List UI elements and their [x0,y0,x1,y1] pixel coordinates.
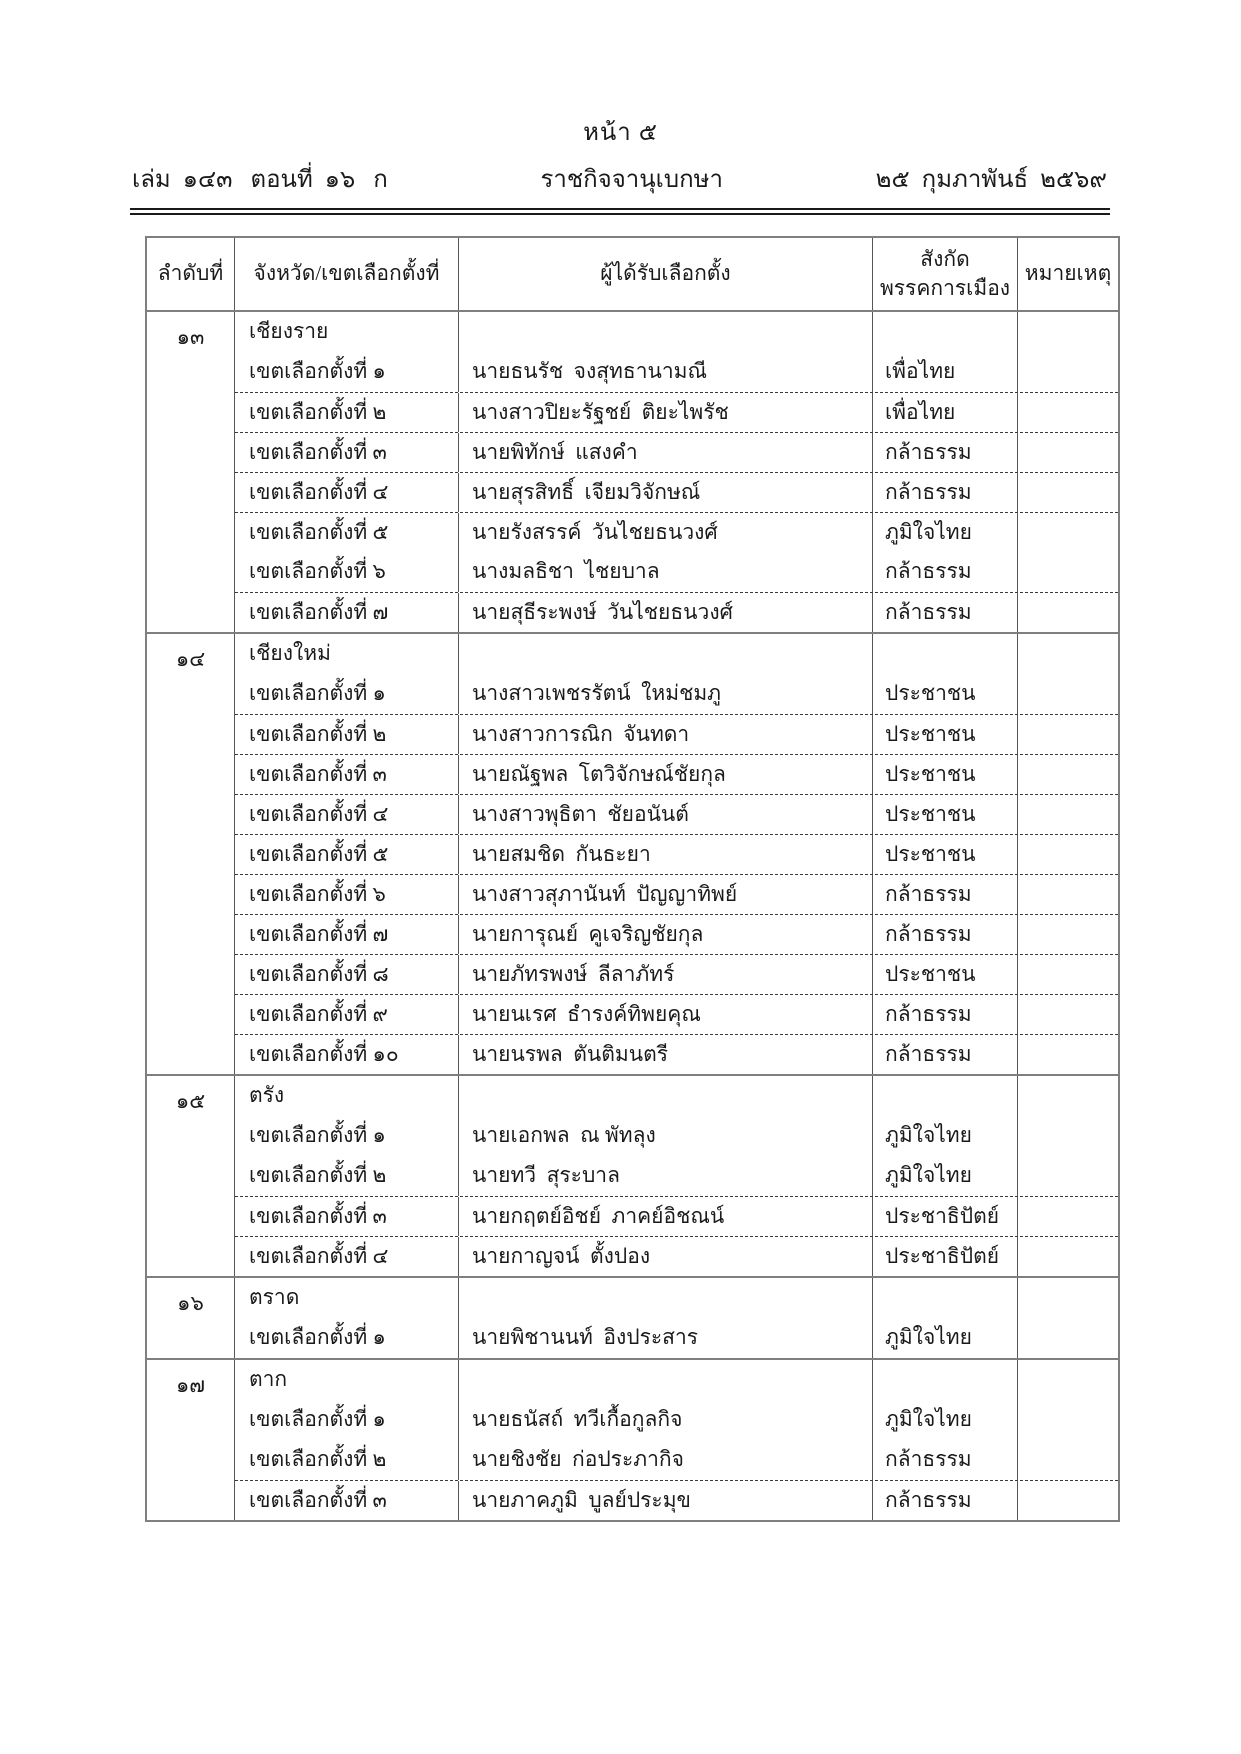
table-row [235,994,1118,1034]
party-cell: ประชาชน [873,674,1018,714]
elected-person-cell [459,1278,873,1318]
district-cell: เขตเลือกตั้งที่ ๓ [235,755,459,794]
table-row [235,954,1118,994]
elected-person-cell: นางสาวปิยะรัฐชย์ ติยะไพรัช [459,393,873,432]
province-group [147,312,1118,632]
table-row [235,352,1118,392]
table-row [235,512,1118,552]
district-cell: เขตเลือกตั้งที่ ๕ [235,513,459,552]
elected-person-cell: นายรังสรรค์ วันไชยธนวงศ์ [459,513,873,552]
party-cell: กล้าธรรม [873,875,1018,914]
district-cell: เขตเลือกตั้งที่ ๔ [235,473,459,512]
table-row [235,674,1118,714]
elected-person-cell: นายชิงชัย ก่อประภากิจ [459,1440,873,1480]
col-header-party-line1: สังกัด [920,246,970,271]
province-name-row [235,1360,1118,1400]
col-header-party-line2: พรรคการเมือง [879,276,1011,300]
elected-person-cell: นายเอกพล ณ พัทลุง [459,1116,873,1156]
col-header-remark-label: หมายเหตุ [1024,261,1112,286]
remark-cell [1018,795,1118,834]
col-header-party [873,238,1018,310]
elected-person-cell: นายนรพล ตันติมนตรี [459,1035,873,1074]
party-cell: ประชาธิปัตย์ [873,1237,1018,1276]
party-cell: เพื่อไทย [873,352,1018,392]
remark-cell [1018,1156,1118,1196]
district-cell: เขตเลือกตั้งที่ ๓ [235,433,459,472]
party-cell: กล้าธรรม [873,1481,1018,1520]
party-cell: เพื่อไทย [873,393,1018,432]
party-cell: กล้าธรรม [873,552,1018,592]
party-cell: ประชาชน [873,795,1018,834]
remark-cell [1018,1400,1118,1440]
district-cell: เขตเลือกตั้งที่ ๒ [235,715,459,754]
table-row [235,392,1118,432]
district-cell: เขตเลือกตั้งที่ ๔ [235,1237,459,1276]
party-cell: กล้าธรรม [873,995,1018,1034]
province-name-cell: เชียงราย [235,312,459,352]
province-name-row [235,1076,1118,1116]
remark-cell [1018,1197,1118,1236]
table-row [235,754,1118,794]
party-cell: ประชาธิปัตย์ [873,1197,1018,1236]
elected-person-cell [459,634,873,674]
table-row [235,794,1118,834]
group-rows [235,1076,1118,1276]
group-sequence-number: ๑๓ [147,312,235,632]
group-rows [235,1360,1118,1520]
province-name-cell: ตราด [235,1278,459,1318]
volume-part-label: เล่ม ๑๔๓ ตอนที่ ๑๖ ก [132,167,388,193]
province-name-cell: เชียงใหม่ [235,634,459,674]
gazette-meta-line [132,159,1107,198]
elected-person-cell [459,312,873,352]
table-row [235,1034,1118,1074]
col-header-province-district-label: จังหวัด/เขตเลือกตั้งที่ [253,261,440,286]
elected-person-cell: นายทวี สุระบาล [459,1156,873,1196]
district-cell: เขตเลือกตั้งที่ ๑ [235,1400,459,1440]
elected-person-cell: นายสุธีระพงษ์ วันไชยธนวงศ์ [459,593,873,632]
district-cell: เขตเลือกตั้งที่ ๕ [235,835,459,874]
party-cell: ภูมิใจไทย [873,1156,1018,1196]
elected-person-cell: นายกฤตย์อิชย์ ภาคย์อิชณน์ [459,1197,873,1236]
province-name-row [235,634,1118,674]
party-cell: กล้าธรรม [873,433,1018,472]
remark-cell [1018,875,1118,914]
group-sequence-number: ๑๗ [147,1360,235,1520]
table-row [235,472,1118,512]
district-cell: เขตเลือกตั้งที่ ๘ [235,955,459,994]
remark-cell [1018,1318,1118,1358]
table-body [147,312,1118,1520]
table-row [235,592,1118,632]
remark-cell [1018,473,1118,512]
remark-cell [1018,593,1118,632]
party-cell [873,1360,1018,1400]
remark-cell [1018,1360,1118,1400]
province-group [147,1074,1118,1276]
district-cell: เขตเลือกตั้งที่ ๑ [235,674,459,714]
district-cell: เขตเลือกตั้งที่ ๑๐ [235,1035,459,1074]
remark-cell [1018,755,1118,794]
party-cell [873,312,1018,352]
district-cell: เขตเลือกตั้งที่ ๖ [235,552,459,592]
table-row [235,914,1118,954]
elected-members-table [145,236,1120,1522]
elected-person-cell: นายพิชานนท์ อิงประสาร [459,1318,873,1358]
remark-cell [1018,915,1118,954]
table-row [235,1440,1118,1480]
gazette-date: ๒๕ กุมภาพันธ์ ๒๕๖๙ [875,167,1107,193]
group-sequence-number: ๑๔ [147,634,235,1074]
district-cell: เขตเลือกตั้งที่ ๗ [235,915,459,954]
table-row [235,1116,1118,1156]
remark-cell [1018,715,1118,754]
remark-cell [1018,1035,1118,1074]
remark-cell [1018,513,1118,552]
party-cell: ประชาชน [873,835,1018,874]
district-cell: เขตเลือกตั้งที่ ๔ [235,795,459,834]
remark-cell [1018,393,1118,432]
party-cell [873,1278,1018,1318]
elected-person-cell: นางสาวสุภานันท์ ปัญญาทิพย์ [459,875,873,914]
district-cell: เขตเลือกตั้งที่ ๓ [235,1481,459,1520]
remark-cell [1018,312,1118,352]
remark-cell [1018,352,1118,392]
remark-cell [1018,1481,1118,1520]
district-cell: เขตเลือกตั้งที่ ๗ [235,593,459,632]
party-cell [873,634,1018,674]
page-number: หน้า ๕ [583,120,658,146]
group-rows [235,312,1118,632]
elected-person-cell: นางสาวการณิก จันทดา [459,715,873,754]
col-header-elected-person [459,238,873,310]
province-group [147,632,1118,1074]
group-rows [235,1278,1118,1358]
col-header-no [147,238,235,310]
elected-person-cell [459,1360,873,1400]
district-cell: เขตเลือกตั้งที่ ๑ [235,1116,459,1156]
party-cell: กล้าธรรม [873,915,1018,954]
table-row [235,714,1118,754]
district-cell: เขตเลือกตั้งที่ ๑ [235,352,459,392]
party-cell: ภูมิใจไทย [873,1318,1018,1358]
district-cell: เขตเลือกตั้งที่ ๒ [235,393,459,432]
table-row [235,1480,1118,1520]
elected-person-cell: นายภัทรพงษ์ ลีลาภัทร์ [459,955,873,994]
party-cell: ประชาชน [873,955,1018,994]
group-sequence-number: ๑๕ [147,1076,235,1276]
remark-cell [1018,1116,1118,1156]
table-row [235,834,1118,874]
party-cell: กล้าธรรม [873,1440,1018,1480]
remark-cell [1018,835,1118,874]
remark-cell [1018,552,1118,592]
remark-cell [1018,1278,1118,1318]
header-double-rule [130,208,1110,215]
district-cell: เขตเลือกตั้งที่ ๒ [235,1440,459,1480]
col-header-remark [1018,238,1118,310]
province-name-row [235,1278,1118,1318]
district-cell: เขตเลือกตั้งที่ ๓ [235,1197,459,1236]
district-cell: เขตเลือกตั้งที่ ๑ [235,1318,459,1358]
remark-cell [1018,995,1118,1034]
table-row [235,1156,1118,1196]
elected-person-cell: นายพิทักษ์ แสงคำ [459,433,873,472]
party-cell: ภูมิใจไทย [873,1400,1018,1440]
col-header-elected-person-label: ผู้ได้รับเลือกตั้ง [600,261,731,286]
district-cell: เขตเลือกตั้งที่ ๖ [235,875,459,914]
col-header-no-label: ลำดับที่ [157,261,224,286]
party-cell [873,1076,1018,1116]
elected-person-cell: นางมลธิชา ไชยบาล [459,552,873,592]
table-row [235,432,1118,472]
table-row [235,552,1118,592]
province-group [147,1358,1118,1520]
party-cell: ประชาชน [873,715,1018,754]
elected-person-cell: นายธนัสถ์ ทวีเกื้อกูลกิจ [459,1400,873,1440]
elected-person-cell: นายณัฐพล โตวิจักษณ์ชัยกุล [459,755,873,794]
party-cell: กล้าธรรม [873,593,1018,632]
elected-person-cell: นายนเรศ ธำรงค์ทิพยคุณ [459,995,873,1034]
remark-cell [1018,674,1118,714]
elected-person-cell [459,1076,873,1116]
elected-person-cell: นายกาญจน์ ตั้งปอง [459,1237,873,1276]
remark-cell [1018,1440,1118,1480]
col-header-province-district [235,238,459,310]
gazette-title: ราชกิจจานุเบกษา [540,167,723,193]
elected-person-cell: นายการุณย์ คูเจริญชัยกุล [459,915,873,954]
remark-cell [1018,955,1118,994]
elected-person-cell: นายภาคภูมิ บูลย์ประมุข [459,1481,873,1520]
remark-cell [1018,1237,1118,1276]
elected-person-cell: นายธนรัช จงสุทธานามณี [459,352,873,392]
party-cell: กล้าธรรม [873,1035,1018,1074]
remark-cell [1018,433,1118,472]
province-name-row [235,312,1118,352]
remark-cell [1018,634,1118,674]
elected-person-cell: นางสาวพุธิตา ชัยอนันต์ [459,795,873,834]
party-cell: ภูมิใจไทย [873,1116,1018,1156]
party-cell: กล้าธรรม [873,473,1018,512]
remark-cell [1018,1076,1118,1116]
province-name-cell: ตาก [235,1360,459,1400]
party-cell: ประชาชน [873,755,1018,794]
party-cell: ภูมิใจไทย [873,513,1018,552]
group-sequence-number: ๑๖ [147,1278,235,1358]
table-row [235,1400,1118,1440]
table-row [235,1236,1118,1276]
table-row [235,874,1118,914]
group-rows [235,634,1118,1074]
district-cell: เขตเลือกตั้งที่ ๒ [235,1156,459,1196]
province-group [147,1276,1118,1358]
elected-person-cell: นางสาวเพชรรัตน์ ใหม่ชมภู [459,674,873,714]
district-cell: เขตเลือกตั้งที่ ๙ [235,995,459,1034]
table-row [235,1318,1118,1358]
elected-person-cell: นายสุรสิทธิ์ เจียมวิจักษณ์ [459,473,873,512]
table-row [235,1196,1118,1236]
table-header-row [147,238,1118,312]
province-name-cell: ตรัง [235,1076,459,1116]
elected-person-cell: นายสมชิด กันธะยา [459,835,873,874]
